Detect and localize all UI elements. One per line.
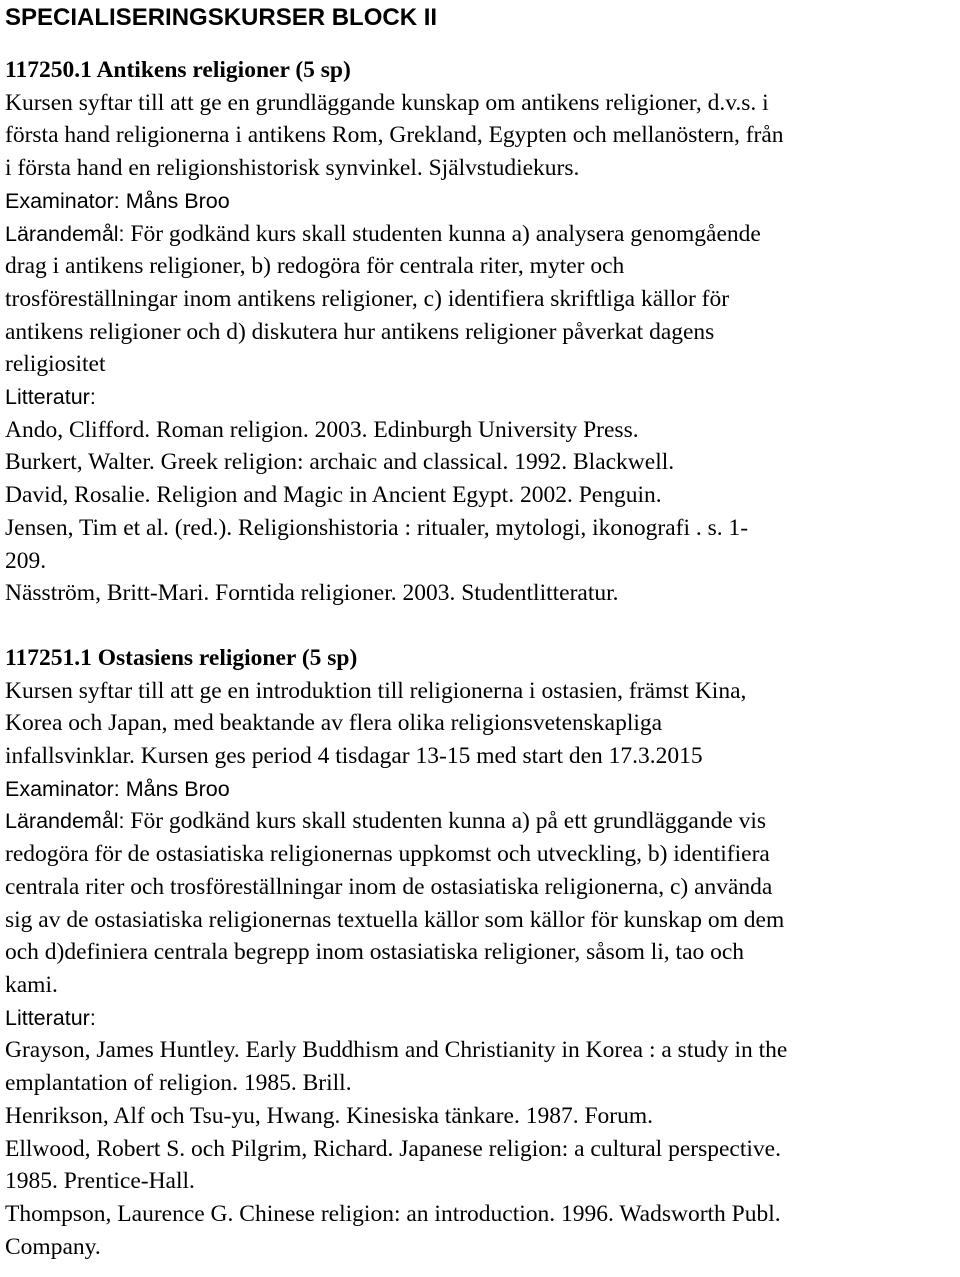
examiner-line	[5, 185, 955, 218]
examiner-line	[5, 773, 955, 806]
course-description	[5, 87, 955, 185]
examiner-name: Måns Broo	[125, 776, 230, 801]
literature-item: Grayson, James Huntley. Early Buddhism and Christianity in Korea : a study in the emplantation of religion. 1985. Brill.	[5, 1037, 788, 1097]
goals-line: För godkänd kurs skall studenten kunna a) på ett grundläggande vis	[130, 808, 767, 835]
goals-label: Lärandemål:	[5, 809, 125, 834]
literature-item: Thompson, Laurence G. Chinese religion: an introduction. 1996. Wadsworth Publ. Company.	[5, 1200, 781, 1260]
goals-line: kami.	[5, 971, 58, 998]
course-ostasiens-religioner	[5, 642, 955, 1263]
goals-line: För godkänd kurs skall studenten kunna a) analysera genomgående	[130, 220, 761, 247]
literature-item: Burkert, Walter. Greek religion: archaic and classical. 1992. Blackwell.	[5, 449, 675, 476]
examiner-name: Måns Broo	[125, 188, 230, 213]
course-title	[5, 54, 955, 87]
description-line: Kursen syftar till att ge en introduktion till religionerna i ostasien, främst Kina,	[5, 677, 747, 704]
course-code: 117250.1	[5, 57, 92, 83]
goals-line: centrala riter och trosföreställningar inom de ostasiatiska religionerna, c) använda	[5, 873, 773, 900]
goals-line: och d)definiera centrala begrepp inom ostasiatiska religioner, såsom li, tao och	[5, 939, 745, 966]
literature-item: Ando, Clifford. Roman religion. 2003. Edinburgh University Press.	[5, 416, 639, 443]
literature-label: Litteratur:	[5, 1005, 96, 1030]
literature-item: Ellwood, Robert S. och Pilgrim, Richard. Japanese religion: a cultural perspective. 1985. Prentice-Hall.	[5, 1135, 781, 1195]
goals-label: Lärandemål:	[5, 221, 125, 246]
literature-item: David, Rosalie. Religion and Magic in Ancient Egypt. 2002. Penguin.	[5, 482, 662, 509]
course-name: Ostasiens religioner (5 sp)	[97, 644, 358, 671]
literature-list	[5, 414, 955, 610]
learning-goals	[5, 805, 955, 1001]
course-antikens-religioner	[5, 54, 955, 610]
block-heading: SPECIALISERINGSKURSER BLOCK II	[5, 4, 438, 31]
description-line: Kursen syftar till att ge en grundläggande kunskap om antikens religioner, d.v.s. i	[5, 89, 769, 116]
goals-line: drag i antikens religioner, b) redogöra för centrala riter, myter och	[5, 253, 625, 280]
goals-line: religiositet	[5, 351, 106, 378]
description-line: i första hand en religionshistorisk synvinkel. Självstudiekurs.	[5, 155, 580, 182]
description-line: första hand religionerna i antikens Rom, Grekland, Egypten och mellanöstern, från	[5, 122, 784, 149]
learning-goals	[5, 218, 955, 382]
examiner-label: Examinator:	[5, 776, 120, 801]
course-description	[5, 675, 955, 773]
course-code: 117251.1	[5, 644, 92, 671]
literature-item: Jensen, Tim et al. (red.). Religionshistoria : ritualer, mytologi, ikonografi . s. 1- 209.	[5, 514, 749, 574]
course-name: Antikens religioner (5 sp)	[96, 57, 351, 83]
literature-label: Litteratur:	[5, 385, 96, 410]
literature-item: Näsström, Britt-Mari. Forntida religioner. 2003. Studentlitteratur.	[5, 580, 619, 607]
goals-line: sig av de ostasiatiska religionernas textuella källor som källor för kunskap om dem	[5, 906, 785, 933]
examiner-label: Examinator:	[5, 188, 120, 213]
description-line: Korea och Japan, med beaktande av flera olika religionsvetenskapliga	[5, 710, 663, 737]
goals-line: antikens religioner och d) diskutera hur antikens religioner påverkat dagens	[5, 318, 715, 345]
goals-line: redogöra för de ostasiatiska religionernas uppkomst och utveckling, b) identifiera	[5, 841, 770, 868]
literature-item: Henrikson, Alf och Tsu-yu, Hwang. Kinesiska tänkare. 1987. Forum.	[5, 1102, 653, 1129]
course-title	[5, 642, 955, 675]
description-line: infallsvinklar. Kursen ges period 4 tisdagar 13-15 med start den 17.3.2015	[5, 743, 703, 770]
goals-line: trosföreställningar inom antikens religioner, c) identifiera skriftliga källor för	[5, 285, 730, 312]
literature-list	[5, 1034, 955, 1263]
document-page	[5, 0, 955, 1263]
